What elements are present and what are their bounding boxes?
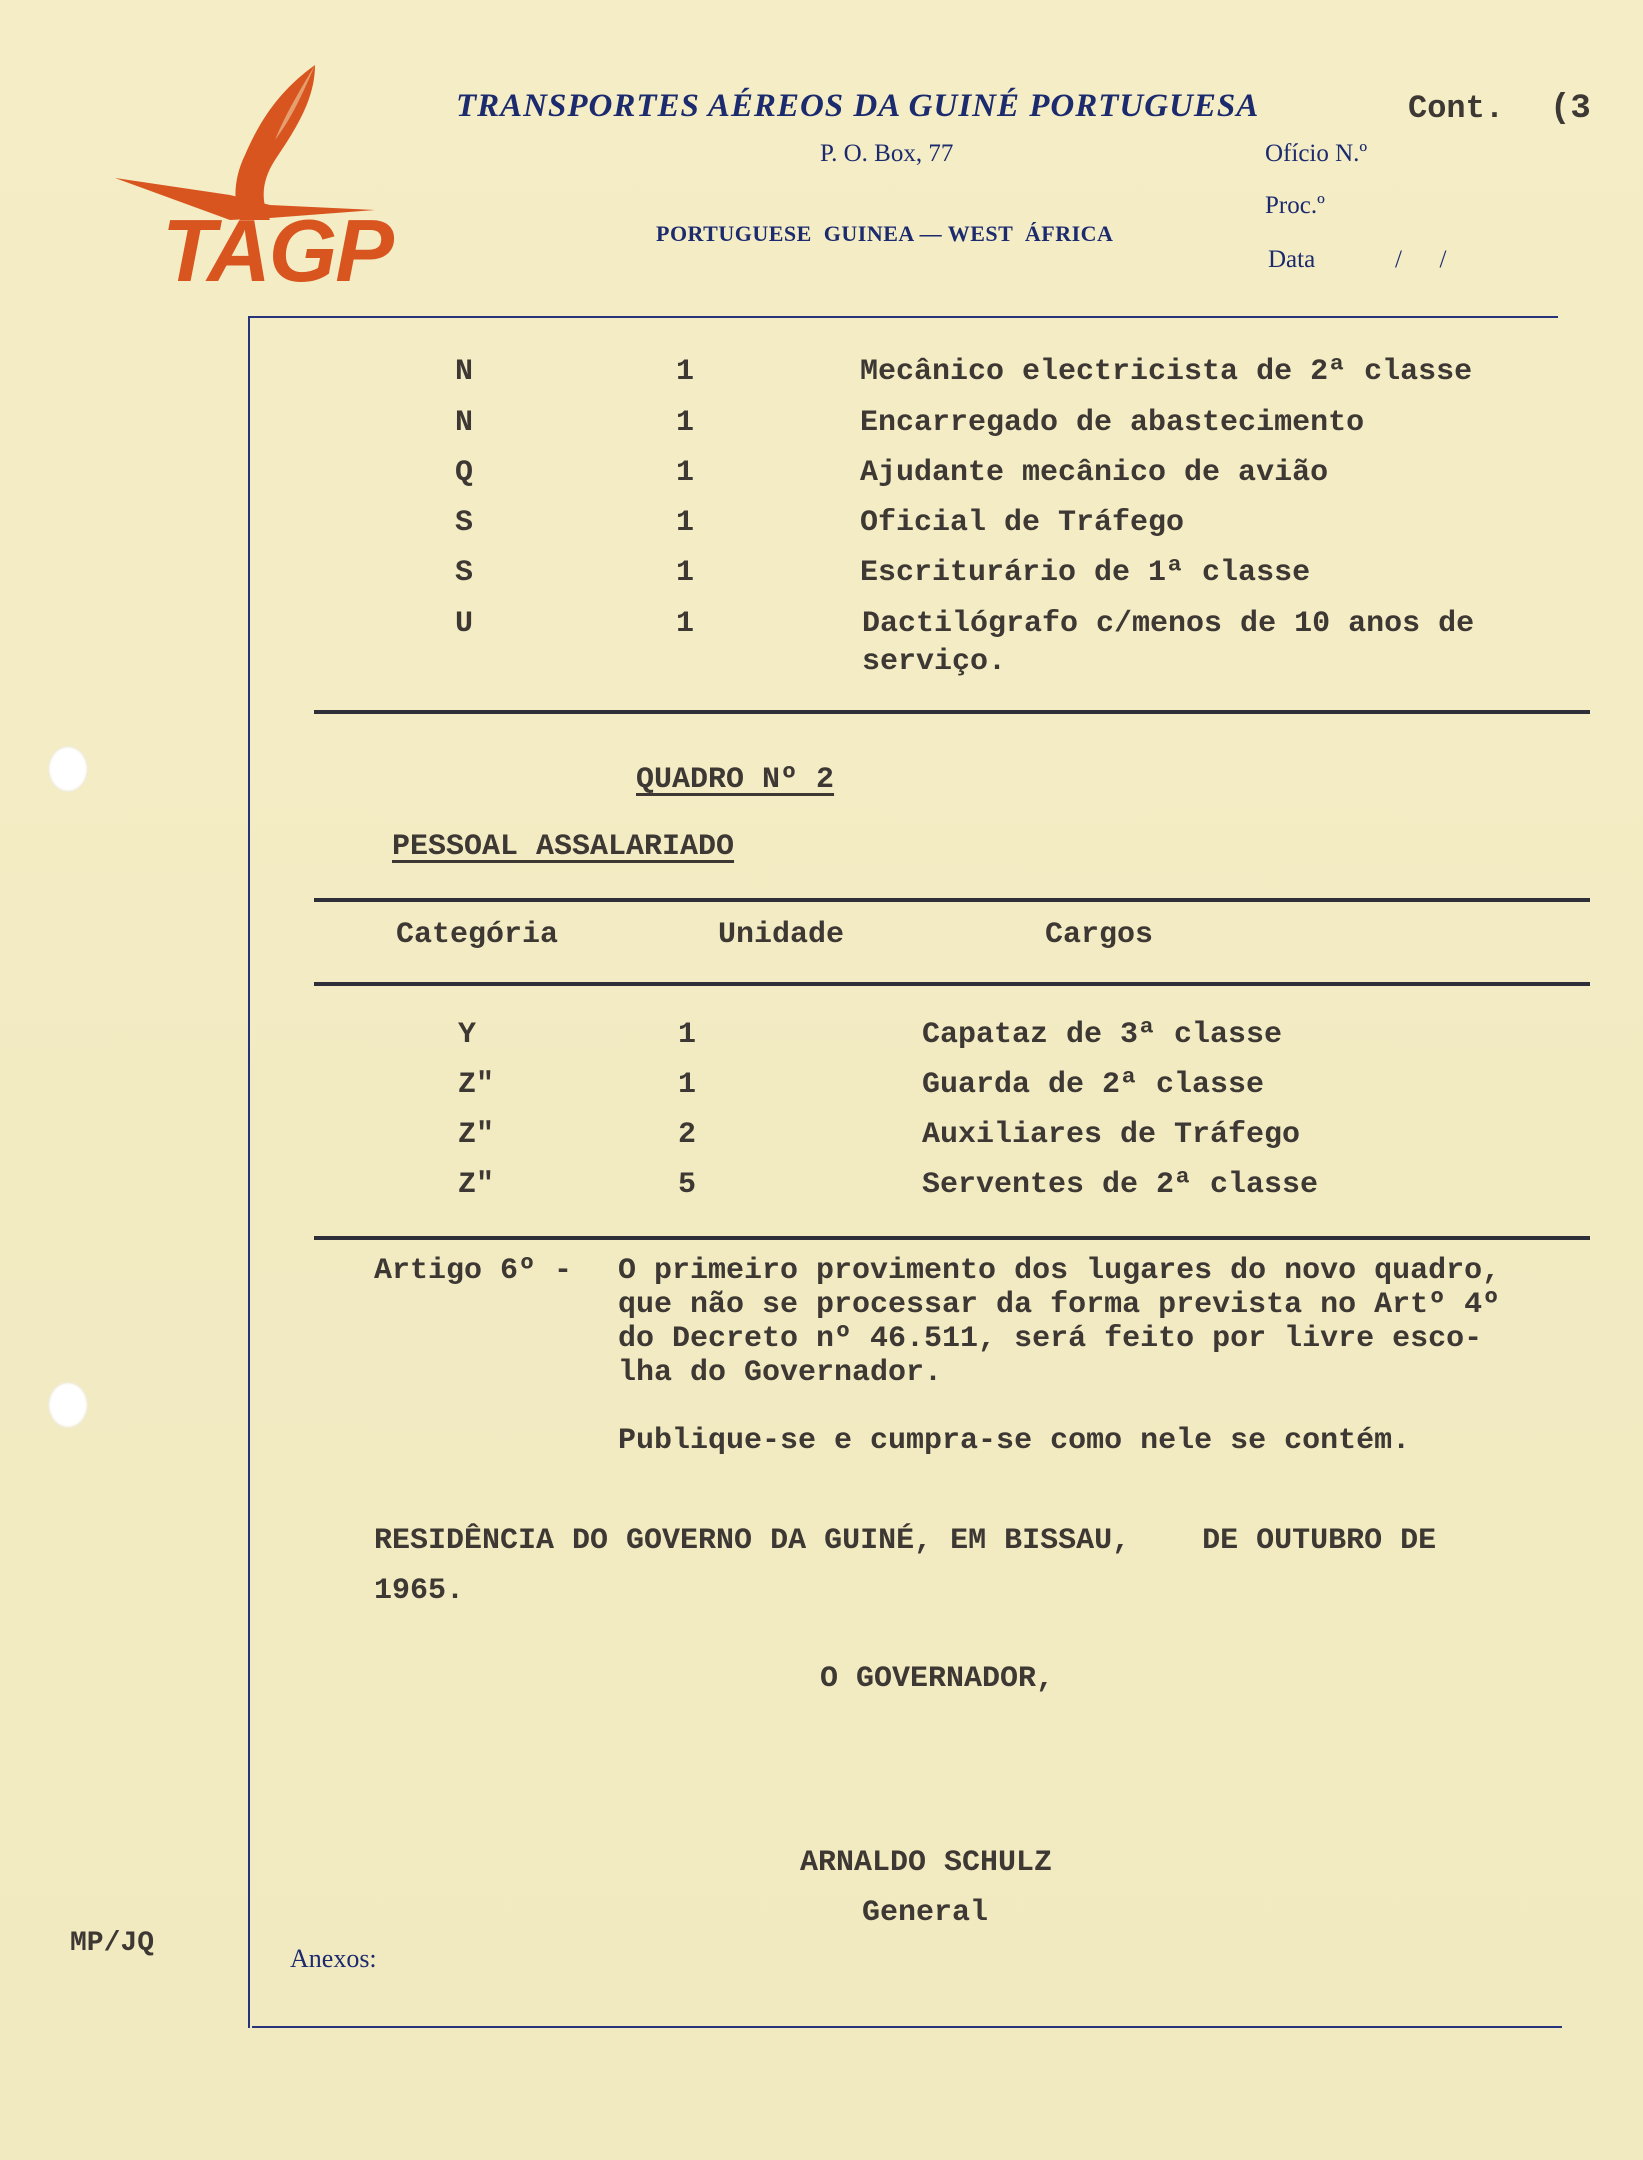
proc-label: Proc.º: [1265, 192, 1325, 219]
artigo-line: O primeiro provimento dos lugares do novo quadro,: [618, 1254, 1501, 1288]
residencia-line: RESIDÊNCIA DO GOVERNO DA GUINÉ, EM BISSAU, DE OUTUBRO DE: [374, 1524, 1437, 1558]
company-name: TRANSPORTES AÉREOS DA GUINÉ PORTUGUESA: [456, 88, 1260, 124]
quadro-subtitle: PESSOAL ASSALARIADO: [392, 830, 735, 864]
punch-hole-top: [48, 746, 88, 792]
row-category: N: [455, 406, 474, 440]
data-separators: / /: [1395, 246, 1447, 273]
artigo-line: do Decreto nº 46.511, será feito por livre esco-: [618, 1322, 1483, 1356]
header-top-rule: [314, 898, 1590, 902]
data-label: Data: [1268, 246, 1316, 273]
q2-row-cargo: Serventes de 2ª classe: [922, 1168, 1319, 1202]
q2-row-category: Y: [458, 1018, 477, 1052]
q2-row-unit: 1: [678, 1068, 697, 1102]
frame-bottom-line: [252, 2026, 1562, 2028]
publique-line: Publique-se e cumpra-se como nele se contém.: [618, 1424, 1411, 1458]
punch-hole-bottom: [48, 1382, 88, 1428]
row-cargo: Ajudante mecânico de avião: [860, 456, 1329, 490]
q2-row-category: Z": [458, 1118, 495, 1152]
row-cargo-continuation: serviço.: [862, 645, 1007, 679]
row-unit: 1: [676, 556, 695, 590]
q2-row-category: Z": [458, 1068, 495, 1102]
q2-row-cargo: Capataz de 3ª classe: [922, 1018, 1283, 1052]
frame-left-line: [248, 316, 250, 2028]
row-category: N: [455, 355, 474, 389]
row-unit: 1: [676, 355, 695, 389]
row-cargo: Mecânico electricista de 2ª classe: [860, 355, 1473, 389]
row-category: S: [455, 506, 474, 540]
row-cargo: Dactilógrafo c/menos de 10 anos de: [862, 607, 1475, 641]
q2-row-cargo: Auxiliares de Tráfego: [922, 1118, 1301, 1152]
row-unit: 1: [676, 607, 695, 641]
artigo-label: Artigo 6º -: [374, 1254, 573, 1288]
q2-row-cargo: Guarda de 2ª classe: [922, 1068, 1265, 1102]
typist-initials: MP/JQ: [70, 1928, 155, 1959]
divider-rule: [314, 710, 1590, 714]
row-category: Q: [455, 456, 474, 490]
logo-text: TAGP: [162, 201, 392, 300]
q2-row-unit: 1: [678, 1018, 697, 1052]
row-unit: 1: [676, 506, 695, 540]
tagp-logo: [110, 60, 390, 310]
quadro-title: QUADRO Nº 2: [636, 763, 835, 797]
oficio-label: Ofício N.º: [1265, 140, 1368, 167]
row-cargo: Oficial de Tráfego: [860, 506, 1185, 540]
row-category: S: [455, 556, 474, 590]
quadro-bottom-rule: [314, 1236, 1590, 1240]
row-cargo: Escriturário de 1ª classe: [860, 556, 1311, 590]
signatory-rank: General: [862, 1896, 989, 1930]
row-unit: 1: [676, 406, 695, 440]
row-unit: 1: [676, 456, 695, 490]
signatory-name: ARNALDO SCHULZ: [800, 1846, 1053, 1880]
frame-top-line: [248, 316, 1558, 318]
header-categoria: Categória: [396, 918, 559, 952]
table-row: [455, 355, 473, 389]
artigo-line: lha do Governador.: [618, 1356, 943, 1390]
q2-row-unit: 2: [678, 1118, 697, 1152]
cont-label: Cont.: [1408, 90, 1505, 127]
location: PORTUGUESE GUINEA — WEST ÁFRICA: [656, 221, 1114, 246]
anexos-label: Anexos:: [290, 1944, 377, 1973]
header-bottom-rule: [314, 982, 1590, 986]
governador-title: O GOVERNADOR,: [820, 1662, 1055, 1696]
header-cargos: Cargos: [1045, 918, 1154, 952]
artigo-line: que não se processar da forma prevista no Artº 4º: [618, 1288, 1501, 1322]
row-category: U: [455, 607, 474, 641]
row-cargo: Encarregado de abastecimento: [860, 406, 1365, 440]
header-unidade: Unidade: [718, 918, 845, 952]
page-mark: (3: [1550, 90, 1591, 128]
q2-row-category: Z": [458, 1168, 495, 1202]
po-box: P. O. Box, 77: [820, 140, 954, 167]
year-line: 1965.: [374, 1574, 465, 1608]
q2-row-unit: 5: [678, 1168, 697, 1202]
